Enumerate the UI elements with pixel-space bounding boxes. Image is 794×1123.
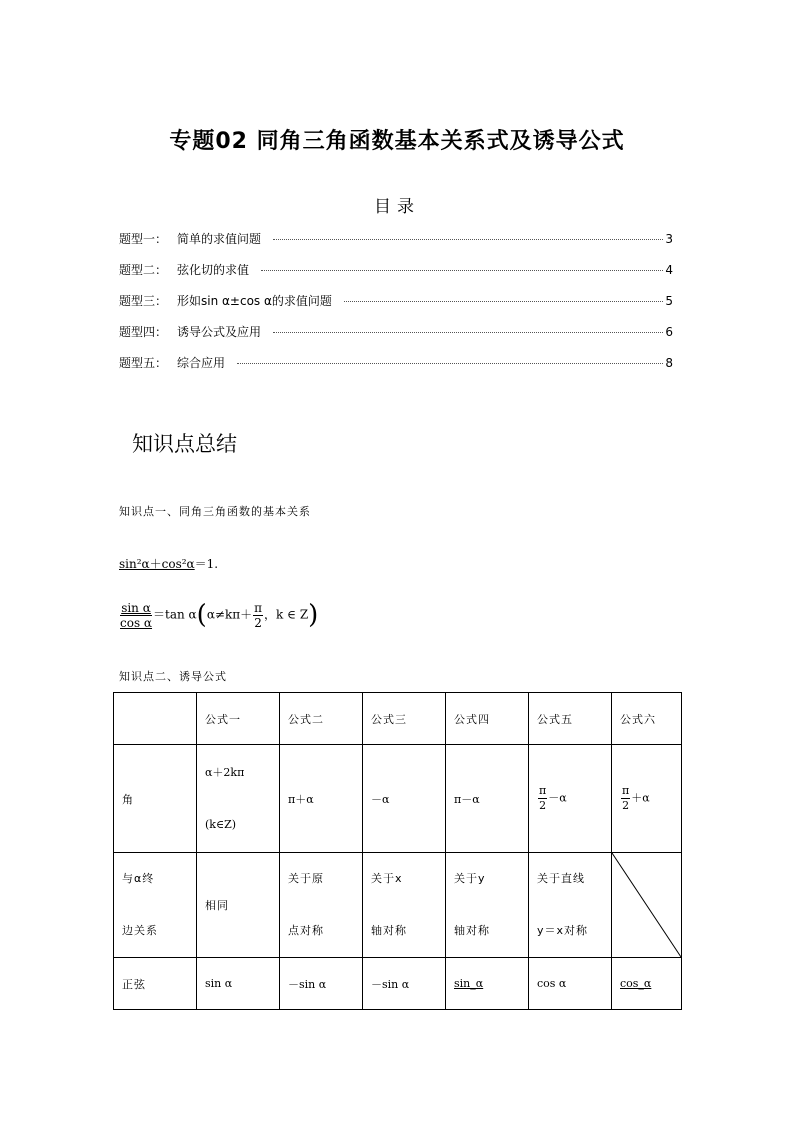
table-header-cell: 公式二 xyxy=(280,693,363,745)
table-cell: π＋α xyxy=(280,745,363,853)
table-cell: －α xyxy=(363,745,446,853)
table-cell: 相同 xyxy=(197,853,280,958)
table-cell-label xyxy=(114,853,197,958)
diagonal-line xyxy=(612,853,681,957)
table-row-relation xyxy=(114,853,682,958)
fraction xyxy=(621,784,630,813)
cell-line: 关于原 xyxy=(288,872,324,885)
knowledge-point-heading: 知识点一、同角三角函数的基本关系 xyxy=(119,505,311,518)
toc-leader-dots xyxy=(273,239,663,240)
toc-item-label: 题型一： xyxy=(119,232,168,246)
fraction-pi-over-2 xyxy=(253,601,263,630)
fraction-denominator: cos α xyxy=(120,615,153,630)
toc-leader-dots xyxy=(261,270,663,271)
table-header-row xyxy=(114,693,682,745)
toc-item-page: 5 xyxy=(665,294,673,308)
table-header-cell: 公式一 xyxy=(197,693,280,745)
cell-line: α＋2kπ xyxy=(205,765,245,779)
table-header-cell: 公式四 xyxy=(446,693,529,745)
table-cell: cos α xyxy=(529,958,612,1010)
fraction-denominator: 2 xyxy=(622,799,630,812)
table-header-cell: 公式五 xyxy=(529,693,612,745)
fraction xyxy=(120,601,152,630)
table-of-contents xyxy=(119,230,673,385)
formula-eq: ＝tan α xyxy=(153,607,197,622)
toc-item[interactable] xyxy=(119,230,673,261)
cell-rest: ＋α xyxy=(631,791,650,805)
toc-item-text: 诱导公式及应用 xyxy=(177,325,262,339)
toc-item-text: 形如sin α±cos α的求值问题 xyxy=(177,294,332,308)
table-cell xyxy=(280,853,363,958)
table-cell: cos_α xyxy=(612,958,682,1010)
formula-tangent: $\frac{\text{sin α}}{\text{cos α}}$ ＝tan α(α≠kπ＋ $\frac{\pi}{2}$ ，k ∈ Z) xyxy=(120,600,319,630)
fraction-numerator: sin α xyxy=(121,600,151,615)
formula-pythagorean xyxy=(119,555,218,572)
fraction xyxy=(538,784,547,813)
cell-line: 与α终 xyxy=(122,872,155,885)
table-cell xyxy=(529,745,612,853)
table-cell-empty-diagonal xyxy=(612,853,682,958)
cell-rest: －α xyxy=(548,791,567,805)
toc-item[interactable] xyxy=(119,292,673,323)
fraction-denominator: 2 xyxy=(254,615,262,630)
table-cell xyxy=(612,745,682,853)
toc-item[interactable] xyxy=(119,354,673,385)
table-cell: π－α xyxy=(446,745,529,853)
fraction-numerator: π xyxy=(622,784,630,797)
formula-cond-pre: α≠kπ＋ xyxy=(206,607,253,622)
section-heading: 知识点总结 xyxy=(132,432,237,456)
table-cell xyxy=(197,745,280,853)
table-cell: －sin α xyxy=(363,958,446,1010)
toc-leader-dots xyxy=(344,301,663,302)
toc-item-label: 题型五： xyxy=(119,356,168,370)
reduction-formula-table xyxy=(113,692,682,1010)
page-title: 专题02 同角三角函数基本关系式及诱导公式 xyxy=(169,129,625,154)
fraction-denominator: 2 xyxy=(539,799,547,812)
toc-item-page: 8 xyxy=(665,356,673,370)
toc-item[interactable] xyxy=(119,323,673,354)
toc-item-label: 题型三： xyxy=(119,294,168,308)
toc-item-page: 6 xyxy=(665,325,673,339)
fraction-numerator: π xyxy=(254,600,263,615)
toc-item-text: 简单的求值问题 xyxy=(177,232,262,246)
toc-item[interactable] xyxy=(119,261,673,292)
toc-item-label: 题型二： xyxy=(119,263,168,277)
toc-leader-dots xyxy=(237,363,663,364)
cell-line: 关于x xyxy=(371,872,403,885)
cell-line: 关于y xyxy=(454,872,486,885)
toc-leader-dots xyxy=(273,332,663,333)
cell-line: 关于直线 xyxy=(537,872,585,885)
cell-line: 轴对称 xyxy=(371,924,407,937)
table-header-cell: 公式三 xyxy=(363,693,446,745)
toc-item-label: 题型四： xyxy=(119,325,168,339)
table-header-cell xyxy=(114,693,197,745)
knowledge-point-heading: 知识点二、诱导公式 xyxy=(119,670,227,683)
table-cell-label: 正弦 xyxy=(114,958,197,1010)
table-row-angle xyxy=(114,745,682,853)
table-cell xyxy=(446,853,529,958)
fraction-numerator: π xyxy=(539,784,547,797)
toc-item-text: 综合应用 xyxy=(177,356,226,370)
table-cell: sin_α xyxy=(446,958,529,1010)
table-cell-label: 角 xyxy=(114,745,197,853)
formula-lhs: sin²α＋cos²α xyxy=(119,557,195,571)
cell-line: y＝x对称 xyxy=(537,924,589,937)
toc-item-page: 3 xyxy=(665,232,673,246)
cell-line: 边关系 xyxy=(122,924,158,937)
formula-cond-post: ，k ∈ Z xyxy=(264,607,309,622)
table-row-sine xyxy=(114,958,682,1010)
cell-line: 点对称 xyxy=(288,924,324,937)
table-cell: －sin α xyxy=(280,958,363,1010)
formula-rhs: ＝1. xyxy=(194,557,219,571)
cell-line: (k∈Z) xyxy=(205,817,237,831)
table-cell xyxy=(529,853,612,958)
table-cell: sin α xyxy=(197,958,280,1010)
table-header-cell: 公式六 xyxy=(612,693,682,745)
toc-item-page: 4 xyxy=(665,263,673,277)
toc-item-text: 弦化切的求值 xyxy=(177,263,250,277)
toc-heading: 目录 xyxy=(374,197,420,217)
cell-line: 轴对称 xyxy=(454,924,490,937)
table-cell xyxy=(363,853,446,958)
